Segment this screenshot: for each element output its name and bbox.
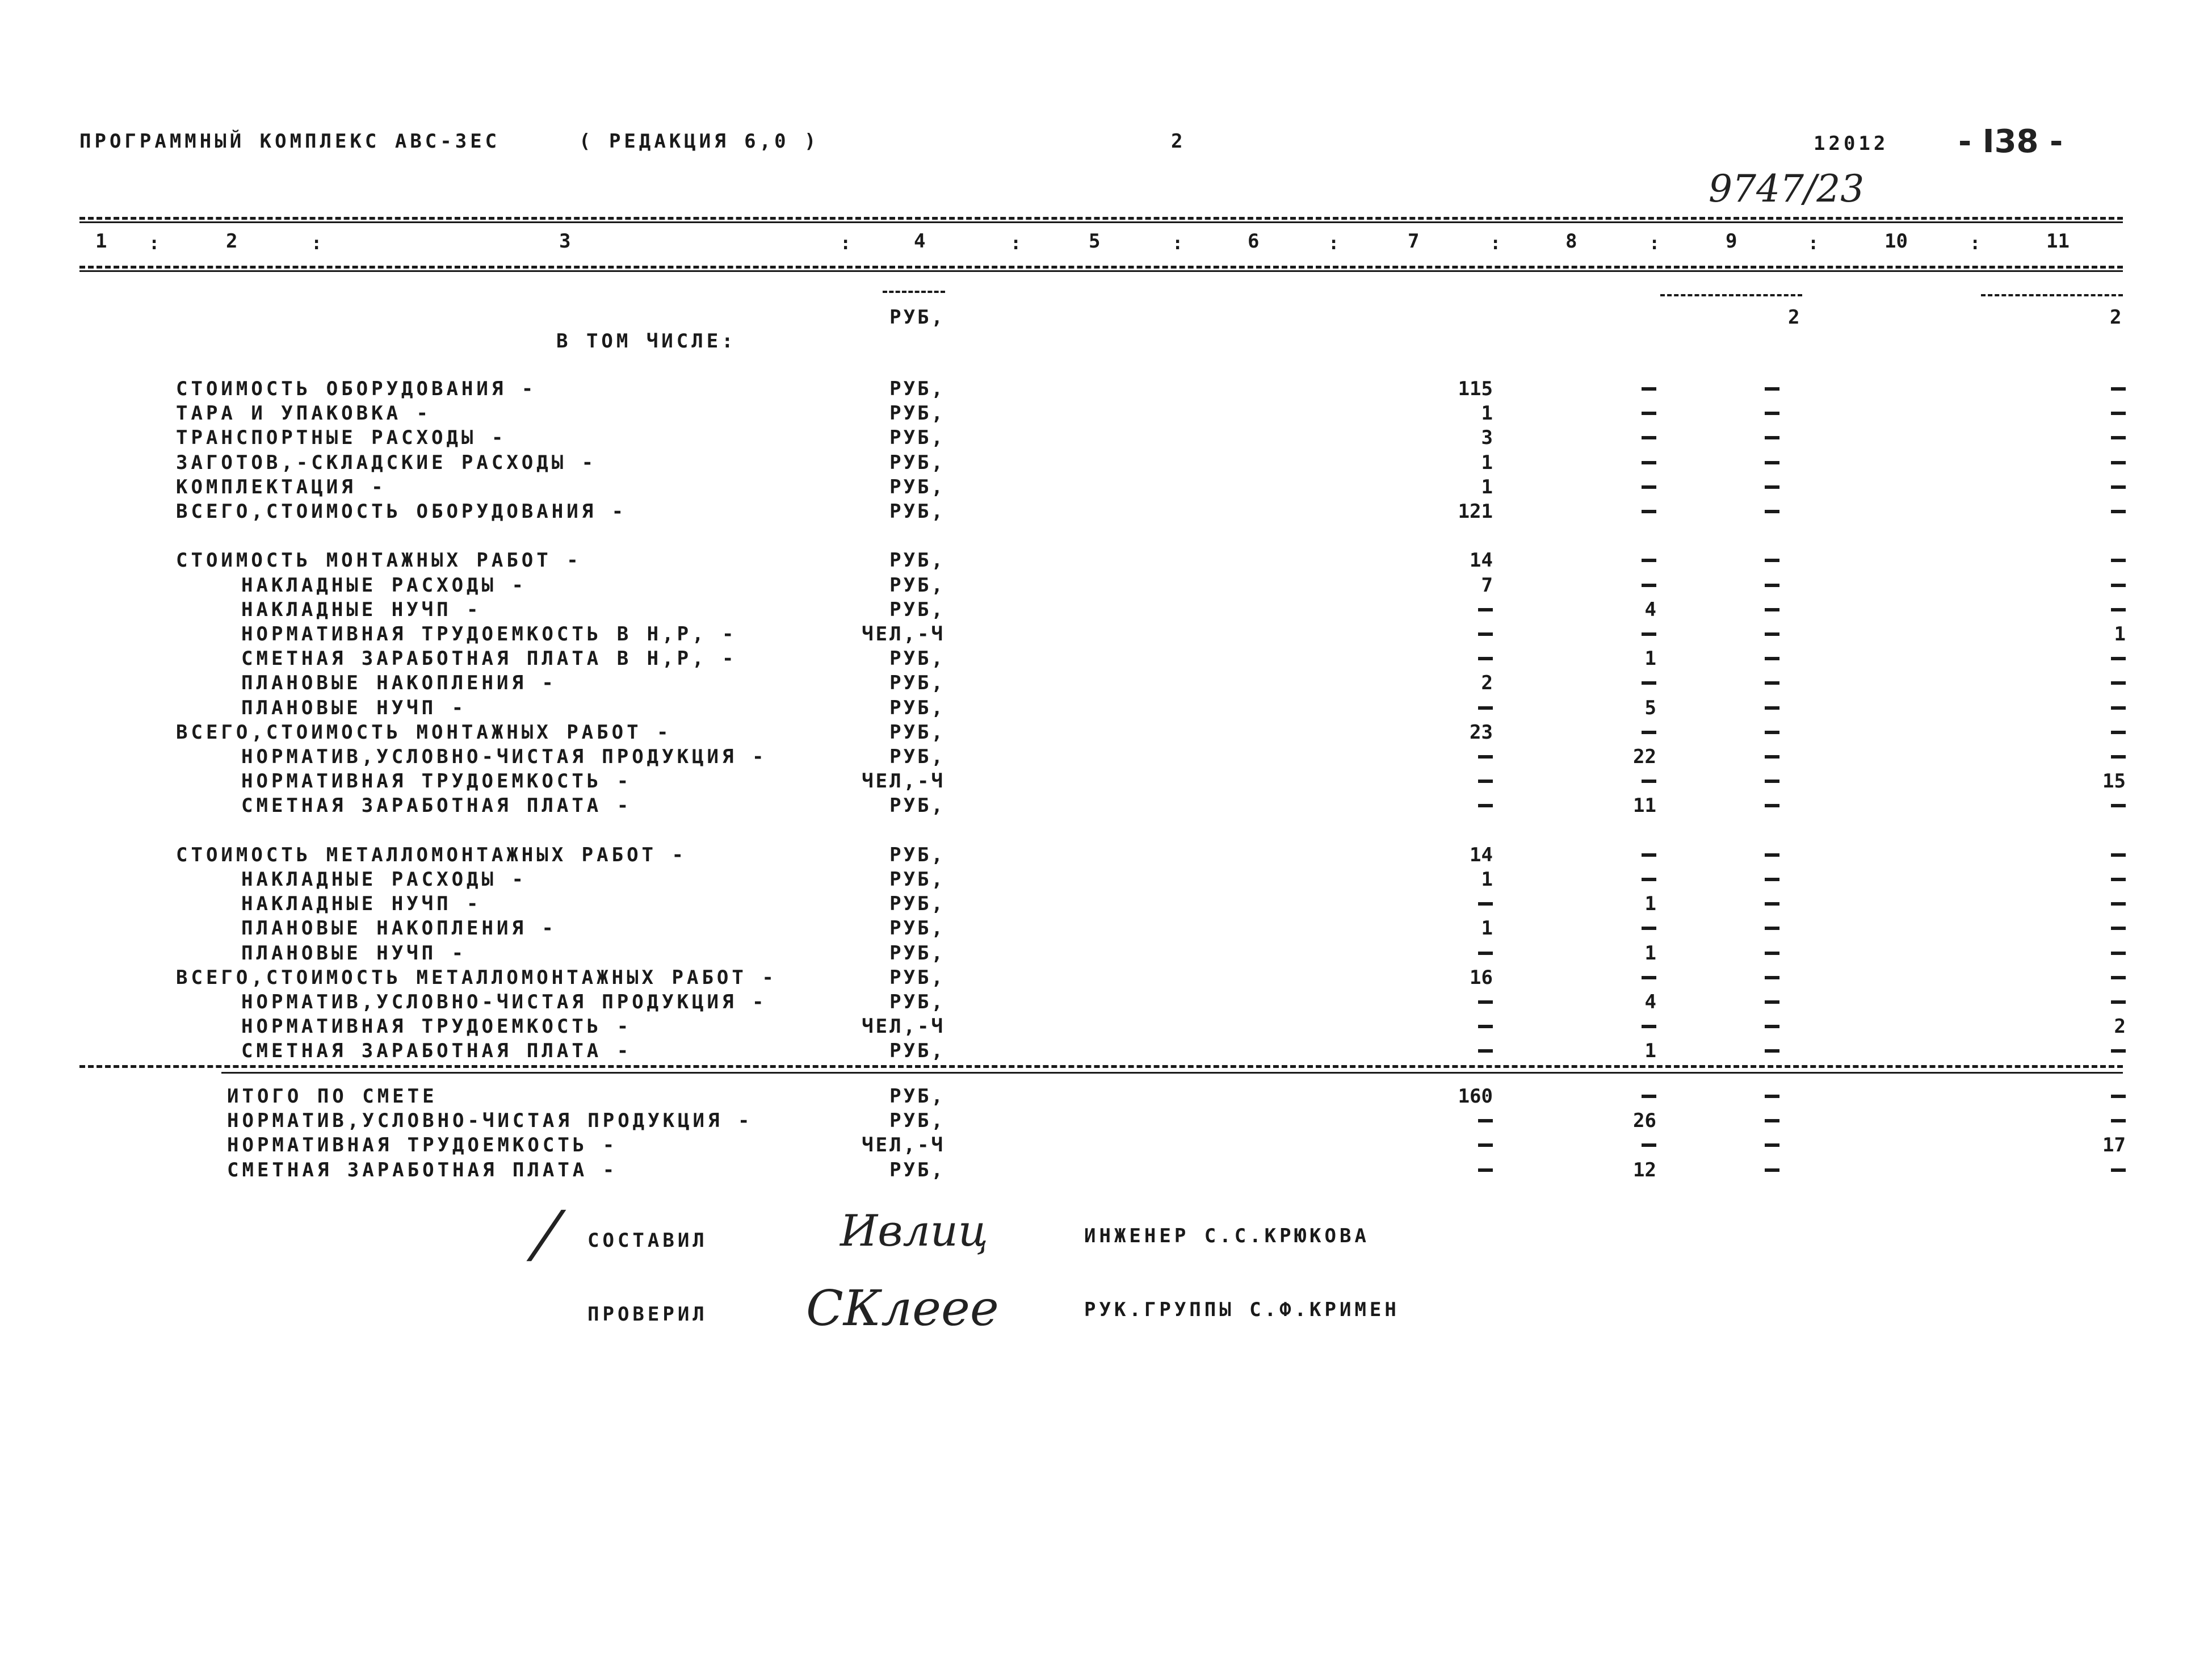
cell-col9-dash	[1765, 608, 1779, 611]
cell-col8-dash	[1642, 976, 1656, 979]
cell-col7: 1	[1481, 868, 1493, 891]
row-unit: РУБ,	[889, 794, 945, 818]
cell-col11-dash	[2111, 755, 2126, 759]
column-separator: :	[840, 232, 851, 254]
cell-col7: 16	[1470, 966, 1493, 989]
cell-col11-dash	[2111, 1049, 2126, 1053]
cell-col7-dash	[1478, 804, 1493, 807]
cell-col11-dash	[2111, 681, 2126, 685]
cell-col9-dash	[1765, 1095, 1779, 1098]
column-separator: :	[1328, 232, 1340, 254]
cell-col8-dash	[1642, 412, 1656, 415]
row-unit: РУБ,	[889, 696, 945, 719]
cell-col9-dash	[1765, 485, 1779, 489]
cell-col11-dash	[2111, 485, 2126, 489]
row-label: НОРМАТИВ,УСЛОВНО-ЧИСТАЯ ПРОДУКЦИЯ -	[241, 745, 767, 768]
cell-col11: 15	[2102, 770, 2126, 793]
row-label: НОРМАТИВ,УСЛОВНО-ЧИСТАЯ ПРОДУКЦИЯ -	[227, 1109, 753, 1133]
cell-col9-dash	[1765, 559, 1779, 562]
cell-col8-dash	[1642, 632, 1656, 636]
column-header-8: 8	[1565, 230, 1577, 253]
cell-col11-dash	[2111, 952, 2126, 955]
cell-col9-dash	[1765, 1000, 1779, 1004]
col11-overline	[1981, 294, 2123, 296]
column-separator: :	[1808, 232, 1819, 254]
row-unit: РУБ,	[889, 402, 945, 425]
cell-col9-dash	[1765, 510, 1779, 513]
row-label: НОРМАТИВ,УСЛОВНО-ЧИСТАЯ ПРОДУКЦИЯ -	[241, 991, 767, 1013]
row-label: ВСЕГО,СТОИМОСТЬ МЕТАЛЛОМОНТАЖНЫХ РАБОТ -	[176, 966, 777, 989]
cell-col8-dash	[1642, 1025, 1656, 1028]
row-unit: РУБ,	[889, 549, 945, 572]
column-separator: :	[1172, 232, 1183, 254]
cell-col8-dash	[1642, 485, 1656, 489]
cell-col7-dash	[1478, 657, 1493, 660]
cell-col9-dash	[1765, 1168, 1779, 1172]
row-unit: РУБ,	[889, 1040, 945, 1063]
edition-label: ( РЕДАКЦИЯ 6,0 )	[579, 130, 820, 153]
row-label: ПЛАНОВЫЕ НУЧП -	[241, 696, 467, 719]
row-label: НАКЛАДНЫЕ НУЧП -	[241, 598, 482, 621]
cell-col8: 1	[1644, 647, 1656, 671]
row-label: ТРАНСПОРТНЫЕ РАСХОДЫ -	[176, 426, 507, 450]
cell-col8-dash	[1642, 584, 1656, 587]
cell-col7: 1	[1481, 451, 1493, 474]
row-label: ТАРА И УПАКОВКА -	[176, 402, 431, 425]
column-header-4: 4	[914, 230, 926, 253]
cell-col8: 22	[1633, 745, 1656, 768]
cell-col11-dash	[2111, 436, 2126, 439]
slash-mark: /	[523, 1197, 571, 1270]
row-unit: РУБ,	[889, 1158, 945, 1181]
checker-signature: СКлеее	[806, 1280, 999, 1337]
cell-col9-dash	[1765, 387, 1779, 391]
header-rule-bottom-2	[79, 270, 2123, 272]
row-label: НОРМАТИВНАЯ ТРУДОЕМКОСТЬ -	[241, 1015, 632, 1038]
row-label: СТОИМОСТЬ МОНТАЖНЫХ РАБОТ -	[176, 549, 582, 572]
totals-rule	[79, 1065, 2123, 1068]
subheading: В ТОМ ЧИСЛЕ:	[556, 330, 737, 353]
cell-col9-dash	[1765, 804, 1779, 807]
cell-col7: 1	[1481, 917, 1493, 940]
cell-col11-dash	[2111, 559, 2126, 562]
row-label: СМЕТНАЯ ЗАРАБОТНАЯ ПЛАТА -	[241, 1040, 632, 1063]
row-unit: ЧЕЛ,-Ч	[862, 1134, 945, 1157]
row-unit: РУБ,	[889, 598, 945, 621]
cell-col11-dash	[2111, 731, 2126, 734]
row-label: ПЛАНОВЫЕ НАКОПЛЕНИЯ -	[241, 917, 557, 940]
row-unit: РУБ,	[889, 991, 945, 1013]
cell-col8-dash	[1642, 927, 1656, 930]
cell-col7-dash	[1478, 706, 1493, 710]
cell-col9-dash	[1765, 412, 1779, 415]
row-unit: РУБ,	[889, 1085, 945, 1108]
cell-col7: 14	[1470, 843, 1493, 866]
cell-col7: 115	[1458, 378, 1493, 400]
cell-col11: 17	[2102, 1134, 2126, 1157]
cell-col8-dash	[1642, 1095, 1656, 1098]
cell-col11-dash	[2111, 608, 2126, 611]
cell-col9-dash	[1765, 780, 1779, 783]
page-number: 2	[1171, 130, 1186, 153]
cell-col9-dash	[1765, 902, 1779, 906]
column-header-6: 6	[1248, 230, 1260, 253]
row-unit: РУБ,	[889, 573, 945, 597]
cell-col7: 14	[1470, 549, 1493, 572]
cell-col11: 1	[2114, 623, 2126, 646]
row-label: СТОИМОСТЬ ОБОРУДОВАНИЯ -	[176, 378, 537, 400]
cell-col9-dash	[1765, 755, 1779, 759]
cell-col9-dash	[1765, 952, 1779, 955]
row-label: СМЕТНАЯ ЗАРАБОТНАЯ ПЛАТА -	[241, 794, 632, 818]
column-header-10: 10	[1884, 230, 1908, 253]
row-label: ПЛАНОВЫЕ НУЧП -	[241, 941, 467, 965]
cell-col8-dash	[1642, 436, 1656, 439]
cell-col11-dash	[2111, 853, 2126, 857]
cell-col8-dash	[1642, 1143, 1656, 1147]
row-unit: РУБ,	[889, 720, 945, 744]
cell-col7-dash	[1478, 755, 1493, 759]
cell-col9-dash	[1765, 461, 1779, 464]
row-unit: РУБ,	[889, 893, 945, 916]
cell-col8: 1	[1644, 893, 1656, 916]
cell-col9-dash	[1765, 1143, 1779, 1147]
checked-by-label: ПРОВЕРИЛ	[587, 1303, 708, 1326]
cell-col11-dash	[2111, 1168, 2126, 1172]
cell-col8-dash	[1642, 387, 1656, 391]
cell-col11-dash	[2111, 510, 2126, 513]
cell-col7-dash	[1478, 1143, 1493, 1147]
header-rule-bottom	[79, 266, 2123, 269]
column-header-1: 1	[95, 230, 107, 253]
cell-col7-dash	[1478, 1119, 1493, 1122]
cell-col7-dash	[1478, 902, 1493, 906]
cell-col8-dash	[1642, 559, 1656, 562]
cell-col8: 4	[1644, 598, 1656, 621]
top-row-col9: 2	[1788, 306, 1800, 329]
cell-col7-dash	[1478, 1049, 1493, 1053]
row-label: НОРМАТИВНАЯ ТРУДОЕМКОСТЬ -	[227, 1134, 618, 1157]
column-header-3: 3	[559, 230, 571, 253]
document-code: 12012	[1814, 132, 1889, 155]
cell-col7-dash	[1478, 1025, 1493, 1028]
handwritten-reference: 9747/23	[1709, 167, 1865, 211]
column-separator: :	[1649, 232, 1660, 254]
row-unit: РУБ,	[889, 426, 945, 450]
compiler-signature: Ивлиц	[840, 1205, 988, 1256]
cell-col9-dash	[1765, 927, 1779, 930]
row-label: СМЕТНАЯ ЗАРАБОТНАЯ ПЛАТА В Н,Р, -	[241, 647, 737, 671]
column-header-7: 7	[1408, 230, 1420, 253]
cell-col8-dash	[1642, 853, 1656, 857]
row-label: ВСЕГО,СТОИМОСТЬ МОНТАЖНЫХ РАБОТ -	[176, 720, 672, 744]
cell-col7: 1	[1481, 402, 1493, 425]
cell-col7-dash	[1478, 780, 1493, 783]
col9-overline	[1660, 294, 1802, 296]
cell-col8-dash	[1642, 510, 1656, 513]
cell-col7-dash	[1478, 1168, 1493, 1172]
row-unit: РУБ,	[889, 451, 945, 474]
row-unit: РУБ,	[889, 868, 945, 891]
row-label: НАКЛАДНЫЕ РАСХОДЫ -	[241, 868, 527, 891]
row-unit: РУБ,	[889, 917, 945, 940]
cell-col9-dash	[1765, 632, 1779, 636]
column-header-9: 9	[1726, 230, 1737, 253]
cell-col8: 1	[1644, 1040, 1656, 1063]
cell-col9-dash	[1765, 878, 1779, 881]
cell-col8-dash	[1642, 681, 1656, 685]
cell-col11-dash	[2111, 804, 2126, 807]
row-unit: ЧЕЛ,-Ч	[862, 770, 945, 793]
cell-col11: 2	[2114, 1015, 2126, 1038]
column-header-5: 5	[1089, 230, 1101, 253]
cell-col8-dash	[1642, 878, 1656, 881]
cell-col7: 160	[1458, 1085, 1493, 1108]
cell-col9-dash	[1765, 706, 1779, 710]
cell-col8: 12	[1633, 1158, 1656, 1181]
cell-col9-dash	[1765, 1119, 1779, 1122]
cell-col8-dash	[1642, 461, 1656, 464]
cell-col11-dash	[2111, 387, 2126, 391]
totals-rule-2	[221, 1072, 2123, 1074]
row-label: НАКЛАДНЫЕ НУЧП -	[241, 893, 482, 916]
row-label: НОРМАТИВНАЯ ТРУДОЕМКОСТЬ -	[241, 770, 632, 793]
column-header-11: 11	[2046, 230, 2070, 253]
row-unit: РУБ,	[889, 647, 945, 671]
cell-col8: 4	[1644, 991, 1656, 1013]
column-separator: :	[1010, 232, 1022, 254]
cell-col7: 7	[1481, 573, 1493, 597]
row-label: НАКЛАДНЫЕ РАСХОДЫ -	[241, 573, 527, 597]
row-unit: РУБ,	[889, 941, 945, 965]
row-unit: РУБ,	[889, 966, 945, 989]
cell-col9-dash	[1765, 436, 1779, 439]
top-row-unit: РУБ,	[889, 306, 945, 329]
cell-col8: 11	[1633, 794, 1656, 818]
row-label: ЗАГОТОВ,-СКЛАДСКИЕ РАСХОДЫ -	[176, 451, 597, 474]
cell-col11-dash	[2111, 878, 2126, 881]
cell-col11-dash	[2111, 902, 2126, 906]
row-label: ПЛАНОВЫЕ НАКОПЛЕНИЯ -	[241, 672, 557, 695]
cell-col11-dash	[2111, 412, 2126, 415]
header-rule-top-2	[79, 221, 2123, 223]
cell-col7-dash	[1478, 608, 1493, 611]
row-unit: РУБ,	[889, 843, 945, 866]
compiled-by-label: СОСТАВИЛ	[587, 1229, 708, 1252]
cell-col8: 1	[1644, 941, 1656, 965]
cell-col11-dash	[2111, 657, 2126, 660]
cell-col11-dash	[2111, 976, 2126, 979]
cell-col7-dash	[1478, 632, 1493, 636]
cell-col11-dash	[2111, 584, 2126, 587]
row-unit: РУБ,	[889, 672, 945, 695]
column-separator: :	[1970, 232, 1981, 254]
cell-col7: 3	[1481, 426, 1493, 450]
row-unit: РУБ,	[889, 378, 945, 400]
program-title: ПРОГРАММНЫЙ КОМПЛЕКС АВС-3ЕС	[79, 130, 501, 153]
cell-col11-dash	[2111, 1000, 2126, 1004]
cell-col11-dash	[2111, 461, 2126, 464]
sheet-number: - I38 -	[1958, 123, 2063, 160]
cell-col11-dash	[2111, 706, 2126, 710]
cell-col8-dash	[1642, 780, 1656, 783]
cell-col7-dash	[1478, 952, 1493, 955]
column-separator: :	[311, 232, 322, 254]
cell-col9-dash	[1765, 731, 1779, 734]
cell-col9-dash	[1765, 681, 1779, 685]
cell-col7-dash	[1478, 1000, 1493, 1004]
cell-col11-dash	[2111, 927, 2126, 930]
compiler-name: ИНЖЕНЕР С.С.КРЮКОВА	[1084, 1225, 1370, 1247]
row-label: СТОИМОСТЬ МЕТАЛЛОМОНТАЖНЫХ РАБОТ -	[176, 843, 687, 866]
row-unit: РУБ,	[889, 475, 945, 498]
cell-col11-dash	[2111, 1119, 2126, 1122]
cell-col11-dash	[2111, 1095, 2126, 1098]
row-unit: ЧЕЛ,-Ч	[862, 1015, 945, 1038]
row-label: СМЕТНАЯ ЗАРАБОТНАЯ ПЛАТА -	[227, 1158, 618, 1181]
cell-col9-dash	[1765, 657, 1779, 660]
cell-col8-dash	[1642, 731, 1656, 734]
column-header-2: 2	[226, 230, 238, 253]
row-unit: РУБ,	[889, 745, 945, 768]
cell-col9-dash	[1765, 853, 1779, 857]
row-unit: РУБ,	[889, 500, 945, 523]
row-label: КОМПЛЕКТАЦИЯ -	[176, 475, 387, 498]
row-label: ВСЕГО,СТОИМОСТЬ ОБОРУДОВАНИЯ -	[176, 500, 627, 523]
cell-col8: 5	[1644, 696, 1656, 719]
row-unit: ЧЕЛ,-Ч	[862, 623, 945, 646]
cell-col7: 2	[1481, 672, 1493, 695]
row-unit: РУБ,	[889, 1109, 945, 1133]
header-rule-top	[79, 217, 2123, 220]
row-label: ИТОГО ПО СМЕТЕ	[227, 1085, 438, 1108]
column-separator: :	[149, 232, 160, 254]
cell-col7: 23	[1470, 720, 1493, 744]
checker-name: РУК.ГРУППЫ С.Ф.КРИМЕН	[1084, 1298, 1400, 1321]
cell-col7: 121	[1458, 500, 1493, 523]
cell-col9-dash	[1765, 976, 1779, 979]
row-label: НОРМАТИВНАЯ ТРУДОЕМКОСТЬ В Н,Р, -	[241, 623, 737, 646]
unit-overline	[883, 291, 945, 293]
cell-col7: 1	[1481, 475, 1493, 498]
cell-col9-dash	[1765, 1049, 1779, 1053]
cell-col9-dash	[1765, 584, 1779, 587]
column-separator: :	[1490, 232, 1501, 254]
cell-col8: 26	[1633, 1109, 1656, 1133]
cell-col9-dash	[1765, 1025, 1779, 1028]
top-row-col11: 2	[2110, 306, 2122, 329]
